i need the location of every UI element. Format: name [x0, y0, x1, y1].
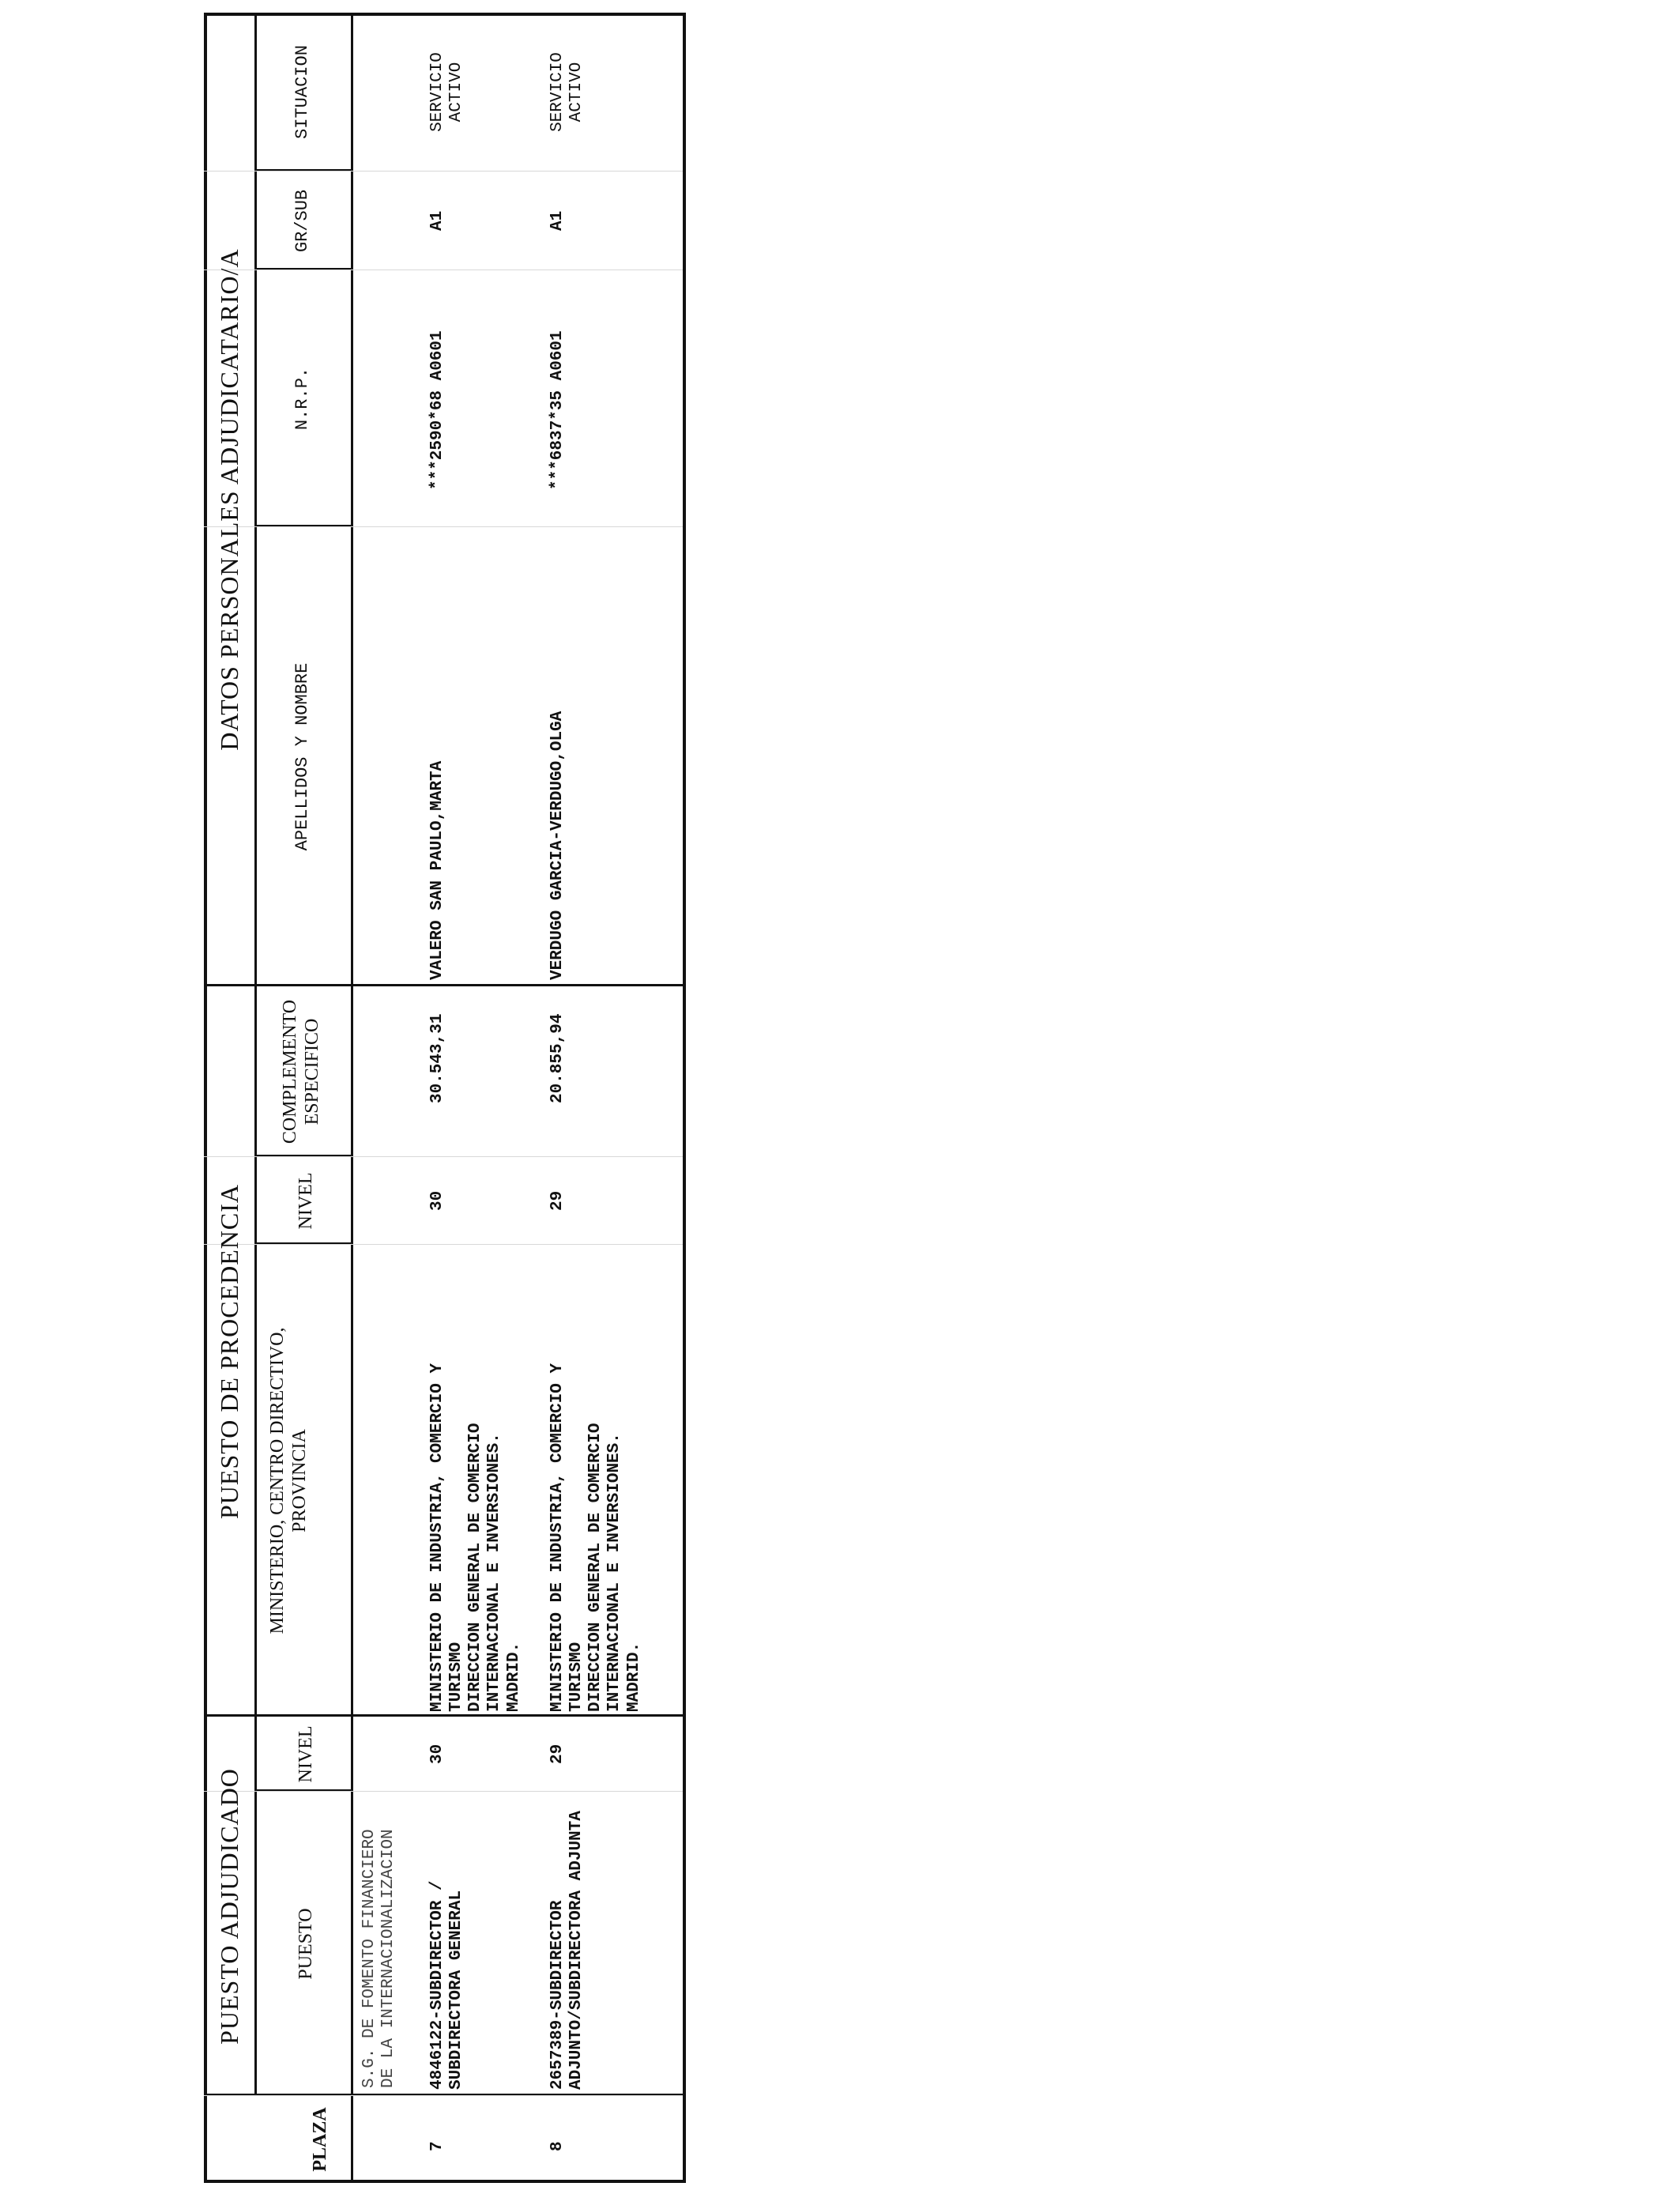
cell-grsub: A1	[428, 210, 446, 231]
header-nrp: N.R.P.	[292, 367, 312, 431]
cell-ministerio-line4: INTERNACIONAL E INVERSIONES.	[605, 1433, 624, 1712]
cell-nrp: ***2590*68 A0601	[428, 330, 446, 490]
cell-ministerio	[428, 1363, 524, 1712]
header-apellidos: APELLIDOS Y NOMBRE	[292, 662, 312, 851]
header-ministerio-line2: PROVINCIA	[288, 1429, 310, 1532]
rotated-table	[204, 13, 686, 2183]
cell-nivel: 30	[428, 1744, 446, 1764]
cell-ministerio-line3: DIRECCION GENERAL DE COMERCIO	[466, 1423, 485, 1712]
cell-ministerio	[548, 1363, 644, 1712]
hline-group	[254, 13, 257, 2096]
cell-situacion	[548, 13, 586, 172]
cell-situacion-line2: ACTIVO	[447, 62, 466, 123]
cell-puesto	[548, 1811, 586, 2090]
cell-ministerio-line2: TURISMO	[447, 1642, 466, 1712]
cell-situacion	[428, 13, 466, 172]
cell-ministerio-line5: MADRID.	[624, 1642, 643, 1712]
cell-apellidos: VALERO SAN PAULO,MARTA	[428, 760, 446, 980]
header-grsub: GR/SUB	[292, 189, 312, 253]
header-nivel-proc: NIVEL	[296, 1172, 316, 1230]
header-complemento	[280, 986, 323, 1157]
group-datos-personales: DATOS PERSONALES ADJUDICATARIO/A	[215, 248, 243, 751]
cell-puesto-line1: 4846122-SUBDIRECTOR /	[428, 1880, 446, 2090]
cell-nivel-proc: 29	[548, 1190, 567, 1211]
header-situacion: SITUACION	[292, 45, 312, 139]
cell-puesto-line2: ADJUNTO/SUBDIRECTORA ADJUNTA	[567, 1811, 586, 2090]
vline-group-2	[204, 984, 686, 986]
cell-situacion-line1: SERVICIO	[428, 52, 446, 132]
cell-situacion-line1: SERVICIO	[548, 52, 567, 132]
cell-nivel: 29	[548, 1744, 567, 1764]
cell-plaza: 7	[428, 2141, 446, 2151]
cell-nivel-proc: 30	[428, 1190, 446, 1211]
cell-puesto	[428, 1880, 466, 2090]
cell-plaza: 8	[548, 2141, 567, 2151]
section-line2: DE LA INTERNACIONALIZACION	[379, 1829, 398, 2088]
header-nivel: NIVEL	[296, 1725, 316, 1783]
cell-complemento: 30.543,31	[428, 1013, 446, 1103]
cell-ministerio-line2: TURISMO	[567, 1642, 586, 1712]
header-ministerio-line1: MINISTERIO, CENTRO DIRECTIVO,	[267, 1327, 288, 1634]
header-complemento-line2: ESPECIFICO	[301, 1018, 322, 1125]
cell-ministerio-line1: MINISTERIO DE INDUSTRIA, COMERCIO Y	[428, 1363, 446, 1712]
group-puesto-adjudicado: PUESTO ADJUDICADO	[215, 1768, 243, 2045]
cell-ministerio-line1: MINISTERIO DE INDUSTRIA, COMERCIO Y	[548, 1363, 567, 1712]
header-puesto: PUESTO	[296, 1908, 316, 1980]
header-plaza: PLAZA	[310, 2107, 330, 2172]
cell-apellidos: VERDUGO GARCIA-VERDUGO,OLGA	[548, 711, 567, 980]
cell-nrp: ***6837*35 A0601	[548, 330, 567, 490]
cell-puesto-line2: SUBDIRECTORA GENERAL	[447, 1890, 466, 2090]
header-complemento-line1: COMPLEMENTO	[280, 999, 300, 1144]
cell-ministerio-line3: DIRECCION GENERAL DE COMERCIO	[586, 1423, 605, 1712]
cell-situacion-line2: ACTIVO	[567, 62, 586, 123]
hline-header	[351, 13, 353, 2183]
grid-line	[204, 526, 683, 527]
cell-complemento: 20.855,94	[548, 1013, 567, 1103]
grid-line	[204, 1791, 683, 1792]
grid-line	[204, 2095, 683, 2096]
section-heading	[360, 1829, 398, 2088]
group-puesto-procedencia: PUESTO DE PROCEDENCIA	[215, 1184, 243, 1519]
grid-line	[204, 1156, 683, 1157]
section-line1: S.G. DE FOMENTO FINANCIERO	[360, 1829, 379, 2088]
cell-grsub: A1	[548, 210, 567, 231]
cell-puesto-line1: 2657389-SUBDIRECTOR	[548, 1900, 567, 2090]
cell-ministerio-line5: MADRID.	[504, 1642, 523, 1712]
cell-ministerio-line4: INTERNACIONAL E INVERSIONES.	[485, 1433, 504, 1712]
header-ministerio	[267, 1245, 311, 1717]
